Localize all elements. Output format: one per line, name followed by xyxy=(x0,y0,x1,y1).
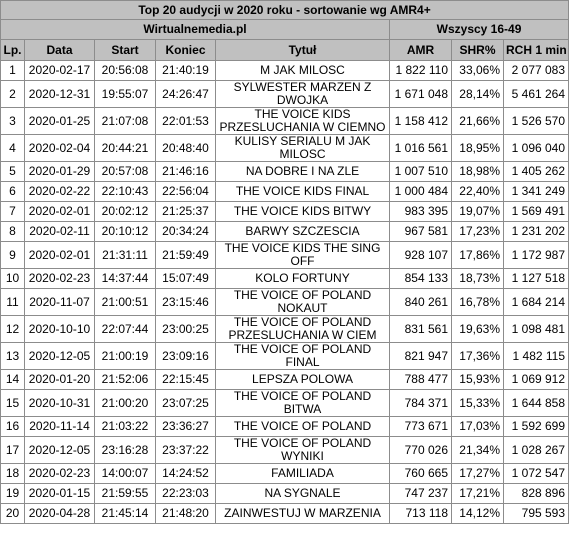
cell-amr: 1 000 484 xyxy=(390,182,452,202)
cell-koniec: 22:23:03 xyxy=(156,484,216,504)
cell-shr: 19,63% xyxy=(452,316,504,343)
cell-koniec: 21:25:37 xyxy=(156,202,216,222)
table-row xyxy=(1,269,569,289)
cell-shr: 22,40% xyxy=(452,182,504,202)
cell-tytul: NA DOBRE I NA ZLE xyxy=(216,162,390,182)
cell-rch: 1 172 987 xyxy=(504,242,569,269)
cell-koniec: 20:34:24 xyxy=(156,222,216,242)
cell-lp: 3 xyxy=(1,108,25,135)
cell-shr: 18,95% xyxy=(452,135,504,162)
cell-rch: 795 593 xyxy=(504,504,569,524)
table-row xyxy=(1,370,569,390)
cell-lp: 5 xyxy=(1,162,25,182)
cell-rch: 5 461 264 xyxy=(504,81,569,108)
cell-start: 20:10:12 xyxy=(95,222,156,242)
cell-shr: 21,34% xyxy=(452,437,504,464)
cell-start: 21:52:06 xyxy=(95,370,156,390)
cell-rch: 1 569 491 xyxy=(504,202,569,222)
cell-data: 2020-02-17 xyxy=(25,61,95,81)
table-row xyxy=(1,464,569,484)
table-body xyxy=(1,61,569,524)
cell-koniec: 21:46:16 xyxy=(156,162,216,182)
cell-data: 2020-01-20 xyxy=(25,370,95,390)
cell-data: 2020-01-29 xyxy=(25,162,95,182)
cell-tytul: THE VOICE OF POLAND PRZESLUCHANIA W CIEM xyxy=(216,316,390,343)
cell-amr: 773 671 xyxy=(390,417,452,437)
cell-rch: 2 077 083 xyxy=(504,61,569,81)
cell-amr: 788 477 xyxy=(390,370,452,390)
cell-rch: 828 896 xyxy=(504,484,569,504)
cell-start: 19:55:07 xyxy=(95,81,156,108)
cell-start: 21:03:22 xyxy=(95,417,156,437)
cell-shr: 18,73% xyxy=(452,269,504,289)
cell-lp: 15 xyxy=(1,390,25,417)
cell-koniec: 14:24:52 xyxy=(156,464,216,484)
cell-amr: 840 261 xyxy=(390,289,452,316)
cell-tytul: ZAINWESTUJ W MARZENIA xyxy=(216,504,390,524)
cell-start: 21:45:14 xyxy=(95,504,156,524)
cell-amr: 770 026 xyxy=(390,437,452,464)
cell-start: 22:07:44 xyxy=(95,316,156,343)
cell-rch: 1 028 267 xyxy=(504,437,569,464)
cell-lp: 10 xyxy=(1,269,25,289)
cell-data: 2020-10-31 xyxy=(25,390,95,417)
cell-data: 2020-02-01 xyxy=(25,242,95,269)
table-row xyxy=(1,135,569,162)
col-header-data: Data xyxy=(25,40,95,61)
table-row xyxy=(1,222,569,242)
cell-tytul: KOLO FORTUNY xyxy=(216,269,390,289)
cell-start: 14:37:44 xyxy=(95,269,156,289)
table-row xyxy=(1,182,569,202)
cell-lp: 20 xyxy=(1,504,25,524)
cell-amr: 1 007 510 xyxy=(390,162,452,182)
table-row xyxy=(1,108,569,135)
table-row xyxy=(1,417,569,437)
cell-amr: 713 118 xyxy=(390,504,452,524)
cell-koniec: 20:48:40 xyxy=(156,135,216,162)
cell-rch: 1 096 040 xyxy=(504,135,569,162)
cell-rch: 1 098 481 xyxy=(504,316,569,343)
table-row xyxy=(1,343,569,370)
cell-tytul: THE VOICE OF POLAND xyxy=(216,417,390,437)
cell-amr: 1 158 412 xyxy=(390,108,452,135)
table-row xyxy=(1,390,569,417)
cell-tytul: FAMILIADA xyxy=(216,464,390,484)
cell-data: 2020-02-23 xyxy=(25,269,95,289)
table-row xyxy=(1,162,569,182)
table-row xyxy=(1,484,569,504)
cell-shr: 17,27% xyxy=(452,464,504,484)
cell-rch: 1 072 547 xyxy=(504,464,569,484)
cell-data: 2020-12-05 xyxy=(25,343,95,370)
cell-amr: 1 016 561 xyxy=(390,135,452,162)
cell-lp: 7 xyxy=(1,202,25,222)
cell-tytul: THE VOICE OF POLAND NOKAUT xyxy=(216,289,390,316)
cell-start: 20:57:08 xyxy=(95,162,156,182)
cell-shr: 17,36% xyxy=(452,343,504,370)
cell-data: 2020-02-11 xyxy=(25,222,95,242)
cell-tytul: THE VOICE KIDS BITWY xyxy=(216,202,390,222)
cell-rch: 1 231 202 xyxy=(504,222,569,242)
cell-data: 2020-12-05 xyxy=(25,437,95,464)
cell-data: 2020-02-01 xyxy=(25,202,95,222)
cell-shr: 18,98% xyxy=(452,162,504,182)
cell-start: 21:59:55 xyxy=(95,484,156,504)
cell-data: 2020-01-15 xyxy=(25,484,95,504)
cell-amr: 1 822 110 xyxy=(390,61,452,81)
cell-shr: 15,93% xyxy=(452,370,504,390)
cell-tytul: THE VOICE KIDS FINAL xyxy=(216,182,390,202)
cell-shr: 14,12% xyxy=(452,504,504,524)
table-row xyxy=(1,242,569,269)
cell-lp: 8 xyxy=(1,222,25,242)
table-row xyxy=(1,316,569,343)
cell-shr: 17,23% xyxy=(452,222,504,242)
table-row xyxy=(1,289,569,316)
col-header-start: Start xyxy=(95,40,156,61)
cell-tytul: SYLWESTER MARZEN Z DWOJKA xyxy=(216,81,390,108)
cell-start: 22:10:43 xyxy=(95,182,156,202)
cell-start: 20:56:08 xyxy=(95,61,156,81)
cell-koniec: 23:36:27 xyxy=(156,417,216,437)
cell-start: 21:07:08 xyxy=(95,108,156,135)
cell-lp: 4 xyxy=(1,135,25,162)
cell-data: 2020-11-14 xyxy=(25,417,95,437)
cell-amr: 784 371 xyxy=(390,390,452,417)
cell-rch: 1 482 115 xyxy=(504,343,569,370)
cell-lp: 6 xyxy=(1,182,25,202)
cell-rch: 1 526 570 xyxy=(504,108,569,135)
cell-data: 2020-11-07 xyxy=(25,289,95,316)
cell-lp: 2 xyxy=(1,81,25,108)
cell-koniec: 15:07:49 xyxy=(156,269,216,289)
cell-start: 21:00:20 xyxy=(95,390,156,417)
cell-tytul: M JAK MILOSC xyxy=(216,61,390,81)
cell-koniec: 23:37:22 xyxy=(156,437,216,464)
cell-start: 23:16:28 xyxy=(95,437,156,464)
cell-tytul: THE VOICE OF POLAND BITWA xyxy=(216,390,390,417)
table-row xyxy=(1,504,569,524)
cell-tytul: KULISY SERIALU M JAK MILOSC xyxy=(216,135,390,162)
cell-lp: 14 xyxy=(1,370,25,390)
col-header-tytul: Tytuł xyxy=(216,40,390,61)
cell-start: 21:00:19 xyxy=(95,343,156,370)
cell-rch: 1 405 262 xyxy=(504,162,569,182)
cell-tytul: NA SYGNALE xyxy=(216,484,390,504)
table-title: Top 20 audycji w 2020 roku - sortowanie wg AMR4+ xyxy=(1,1,569,20)
cell-amr: 747 237 xyxy=(390,484,452,504)
cell-amr: 967 581 xyxy=(390,222,452,242)
cell-shr: 17,86% xyxy=(452,242,504,269)
cell-shr: 17,21% xyxy=(452,484,504,504)
cell-koniec: 21:48:20 xyxy=(156,504,216,524)
cell-start: 14:00:07 xyxy=(95,464,156,484)
cell-koniec: 22:56:04 xyxy=(156,182,216,202)
cell-lp: 18 xyxy=(1,464,25,484)
cell-tytul: LEPSZA POLOWA xyxy=(216,370,390,390)
cell-start: 20:02:12 xyxy=(95,202,156,222)
cell-rch: 1 592 699 xyxy=(504,417,569,437)
cell-lp: 11 xyxy=(1,289,25,316)
cell-start: 20:44:21 xyxy=(95,135,156,162)
cell-koniec: 21:59:49 xyxy=(156,242,216,269)
cell-rch: 1 644 858 xyxy=(504,390,569,417)
cell-rch: 1 341 249 xyxy=(504,182,569,202)
cell-lp: 13 xyxy=(1,343,25,370)
cell-data: 2020-02-04 xyxy=(25,135,95,162)
cell-lp: 17 xyxy=(1,437,25,464)
cell-tytul: BARWY SZCZESCIA xyxy=(216,222,390,242)
source-label: Wirtualnemedia.pl xyxy=(1,20,390,40)
cell-rch: 1 069 912 xyxy=(504,370,569,390)
cell-amr: 760 665 xyxy=(390,464,452,484)
cell-koniec: 22:15:45 xyxy=(156,370,216,390)
cell-amr: 928 107 xyxy=(390,242,452,269)
col-header-koniec: Koniec xyxy=(156,40,216,61)
cell-lp: 1 xyxy=(1,61,25,81)
cell-amr: 821 947 xyxy=(390,343,452,370)
cell-shr: 19,07% xyxy=(452,202,504,222)
cell-data: 2020-02-23 xyxy=(25,464,95,484)
cell-amr: 854 133 xyxy=(390,269,452,289)
cell-data: 2020-04-28 xyxy=(25,504,95,524)
table-row xyxy=(1,81,569,108)
cell-lp: 9 xyxy=(1,242,25,269)
cell-koniec: 23:09:16 xyxy=(156,343,216,370)
cell-data: 2020-12-31 xyxy=(25,81,95,108)
cell-start: 21:00:51 xyxy=(95,289,156,316)
cell-koniec: 24:26:47 xyxy=(156,81,216,108)
cell-shr: 21,66% xyxy=(452,108,504,135)
cell-shr: 17,03% xyxy=(452,417,504,437)
cell-lp: 12 xyxy=(1,316,25,343)
col-header-rch: RCH 1 min xyxy=(504,40,569,61)
cell-koniec: 23:07:25 xyxy=(156,390,216,417)
cell-amr: 983 395 xyxy=(390,202,452,222)
cell-rch: 1 127 518 xyxy=(504,269,569,289)
cell-rch: 1 684 214 xyxy=(504,289,569,316)
cell-amr: 1 671 048 xyxy=(390,81,452,108)
cell-amr: 831 561 xyxy=(390,316,452,343)
cell-data: 2020-01-25 xyxy=(25,108,95,135)
cell-lp: 16 xyxy=(1,417,25,437)
table-row xyxy=(1,437,569,464)
cell-koniec: 21:40:19 xyxy=(156,61,216,81)
col-header-lp: Lp. xyxy=(1,40,25,61)
cell-lp: 19 xyxy=(1,484,25,504)
cell-tytul: THE VOICE KIDS THE SING OFF xyxy=(216,242,390,269)
cell-data: 2020-02-22 xyxy=(25,182,95,202)
cell-tytul: THE VOICE OF POLAND WYNIKI xyxy=(216,437,390,464)
cell-koniec: 23:15:46 xyxy=(156,289,216,316)
col-header-shr: SHR% xyxy=(452,40,504,61)
cell-shr: 33,06% xyxy=(452,61,504,81)
cell-data: 2020-10-10 xyxy=(25,316,95,343)
cell-koniec: 23:00:25 xyxy=(156,316,216,343)
cell-shr: 16,78% xyxy=(452,289,504,316)
cell-start: 21:31:11 xyxy=(95,242,156,269)
col-header-amr: AMR xyxy=(390,40,452,61)
cell-shr: 28,14% xyxy=(452,81,504,108)
table-row xyxy=(1,61,569,81)
table-row xyxy=(1,202,569,222)
cell-shr: 15,33% xyxy=(452,390,504,417)
group-label: Wszyscy 16-49 xyxy=(390,20,569,40)
cell-tytul: THE VOICE OF POLAND FINAL xyxy=(216,343,390,370)
cell-koniec: 22:01:53 xyxy=(156,108,216,135)
cell-tytul: THE VOICE KIDS PRZESLUCHANIA W CIEMNO xyxy=(216,108,390,135)
